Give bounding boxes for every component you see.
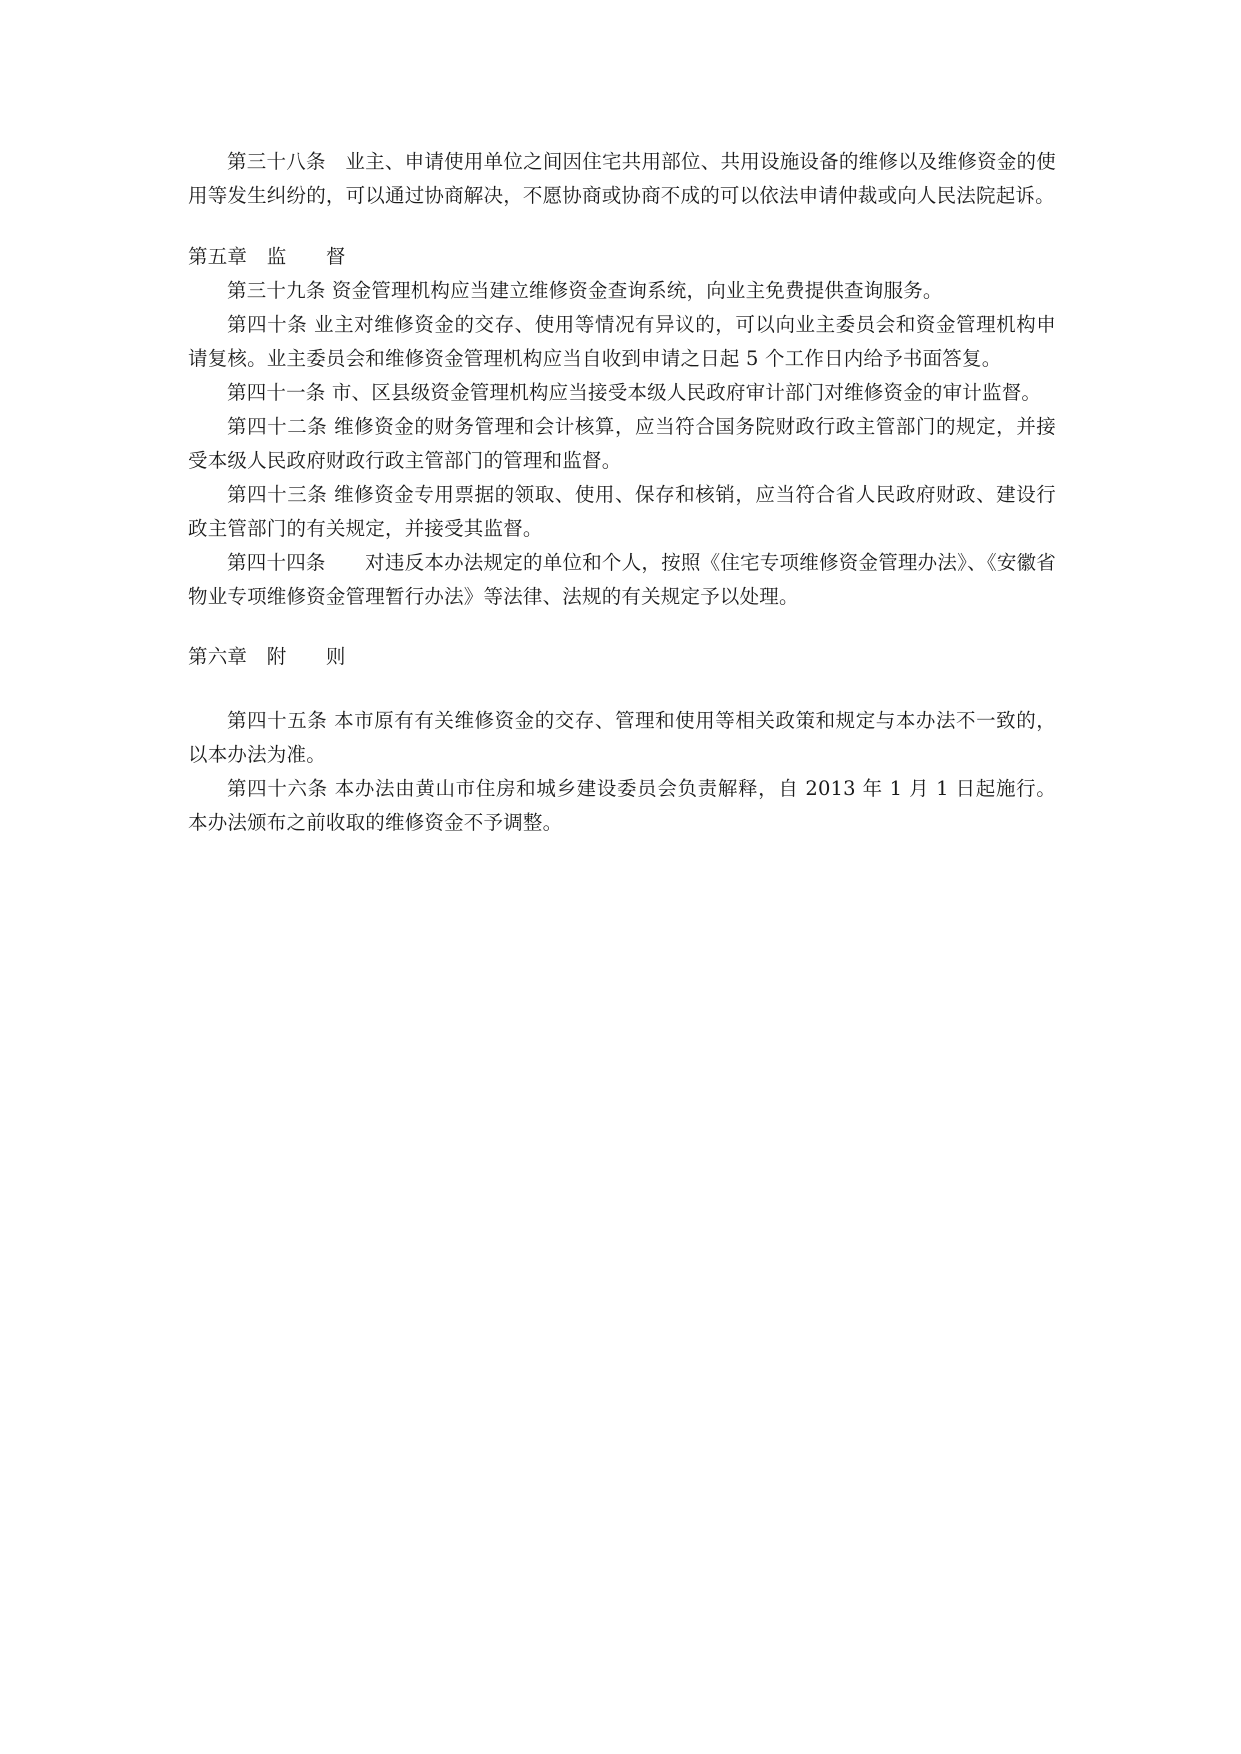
article-42: 第四十二条 维修资金的财务管理和会计核算，应当符合国务院财政行政主管部门的规定，并接受本级人民政府财政行政主管部门的管理和监督。 [188, 415, 1056, 472]
document-page [188, 145, 1056, 840]
article-43: 第四十三条 维修资金专用票据的领取、使用、保存和核销，应当符合省人民政府财政、建设行政主管部门的有关规定，并接受其监督。 [188, 483, 1056, 540]
article-45: 第四十五条 本市原有有关维修资金的交存、管理和使用等相关政策和规定与本办法不一致的，以本办法为准。 [188, 709, 1056, 766]
article-40: 第四十条 业主对维修资金的交存、使用等情况有异议的，可以向业主委员会和资金管理机构申请复核。业主委员会和维修资金管理机构应当自收到申请之日起 5 个工作日内给予书面答复。 [188, 313, 1056, 370]
article-41: 第四十一条 市、区县级资金管理机构应当接受本级人民政府审计部门对维修资金的审计监督。 [227, 381, 1042, 404]
article-39: 第三十九条 资金管理机构应当建立维修资金查询系统，向业主免费提供查询服务。 [227, 279, 943, 302]
chapter-6-heading: 第六章 附 则 [188, 645, 346, 668]
chapter-5-heading: 第五章 监 督 [188, 245, 346, 268]
article-38: 第三十八条 业主、申请使用单位之间因住宅共用部位、共用设施设备的维修以及维修资金的使用等发生纠纷的，可以通过协商解决，不愿协商或协商不成的可以依法申请仲裁或向人民法院起诉。 [188, 150, 1056, 207]
article-44: 第四十四条 对违反本办法规定的单位和个人，按照《住宅专项维修资金管理办法》、《安徽省物业专项维修资金管理暂行办法》等法律、法规的有关规定予以处理。 [188, 551, 1056, 608]
article-46: 第四十六条 本办法由黄山市住房和城乡建设委员会负责解释，自 2013 年 1 月 1 日起施行。本办法颁布之前收取的维修资金不予调整。 [188, 777, 1056, 834]
